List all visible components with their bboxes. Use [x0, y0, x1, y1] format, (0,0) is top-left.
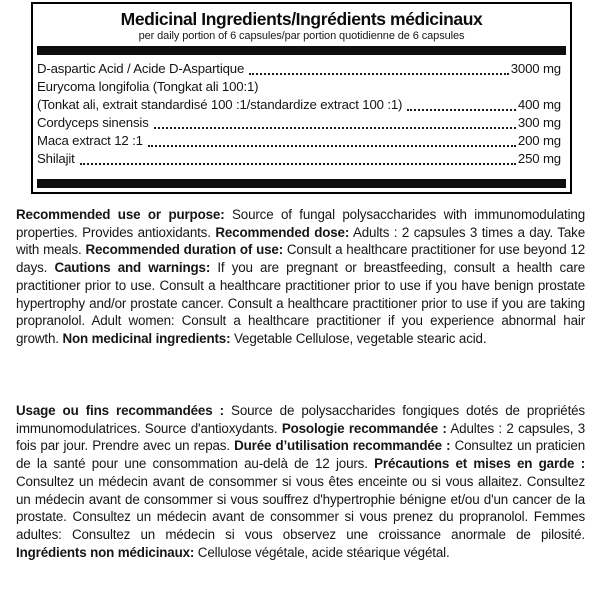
text-run: Consultez un médecin avant de consommer si vous êtes enceinte ou si vous allaitez. Consultez un médecin avant de consommer si vous souffrez d'hypertrophie bénigne et/ou d'un cancer de la prostate. Consultez un médecin avant de consommer si vous prenez du propranolol. Femmes adultes: Consultez un médecin si vous observez une croissance anormale de pilosité. — [16, 473, 585, 542]
ingredient-list — [37, 60, 561, 168]
dotted-leader — [80, 163, 516, 165]
text-run: Consult a healthcare practitioner for use beyond 12 days. — [16, 242, 585, 276]
ingredient-amount: 300 mg — [517, 115, 561, 130]
bold-heading-run: Posologie recommandée : — [281, 420, 447, 436]
bold-heading-run: Recommended dose: — [215, 224, 350, 240]
ingredient-name: D-aspartic Acid / Acide D-Aspartique — [37, 61, 245, 76]
bold-heading-run: Usage ou fins recommandées : — [16, 403, 224, 418]
ingredient-amount: 3000 mg — [510, 61, 561, 76]
ingredient-name: Eurycoma longifolia (Tongkat ali 100:1) — [37, 79, 259, 94]
panel-title: Medicinal Ingredients/Ingrédients médicinaux — [120, 9, 483, 29]
text-run: Source of fungal polysaccharides with immunomodulating properties. Provides antioxidants. — [16, 207, 585, 240]
ingredient-row — [37, 114, 561, 132]
ingredient-row — [37, 96, 561, 114]
recommendations-paragraph-english — [16, 206, 585, 348]
divider-bar-top — [37, 46, 566, 55]
text-run: Adults : 2 capsules 3 times a day. Take with meals. — [16, 224, 585, 258]
medicinal-ingredients-panel — [31, 2, 572, 194]
divider-bar-bottom — [37, 179, 566, 188]
dotted-leader — [148, 145, 516, 147]
bold-heading-run: Cautions and warnings: — [54, 260, 211, 276]
bold-heading-run: Ingrédients non médicinaux: — [16, 544, 195, 560]
ingredient-name: Cordyceps sinensis — [37, 115, 149, 130]
text-run: Vegetable Cellulose, vegetable stearic acid. — [230, 330, 487, 346]
ingredient-row — [37, 60, 561, 78]
ingredient-name: Maca extract 12 :1 — [37, 133, 143, 148]
text-run: If you are pregnant or breastfeeding, consult a health care practitioner prior to use. Consult a healthcare practitioner prior to use if you have benign prostate hypertrophy and/or prostate cancer. Consult a healthcare practitioner prior to use if you are taking propranolol. Adult women: Consult a healthcare practitioner if you experience abnormal hair growth. — [16, 260, 585, 346]
ingredient-amount: 250 mg — [517, 151, 561, 166]
recommendations-paragraph-french — [16, 402, 585, 561]
ingredient-amount: 200 mg — [517, 133, 561, 148]
ingredient-row — [37, 78, 561, 96]
text-run: Consultez un praticien de la santé pour une consommation au-delà de 12 jours. — [16, 438, 585, 472]
text-run: Adultes : 2 capsules, 3 fois par jour. Prendre avec un repas. — [16, 420, 585, 454]
ingredient-name: Shilajit — [37, 151, 75, 166]
bold-heading-run: Durée d’utilisation recommandée : — [234, 438, 451, 454]
bold-heading-run: Recommended duration of use: — [85, 242, 284, 258]
bold-heading-run: Non medicinal ingredients: — [62, 330, 231, 346]
dotted-leader — [154, 127, 516, 129]
ingredient-amount: 400 mg — [517, 97, 561, 112]
text-run: Cellulose végétale, acide stéarique végétal. — [194, 544, 450, 560]
dotted-leader — [407, 109, 516, 111]
bold-heading-run: Précautions et mises en garde : — [374, 456, 586, 472]
panel-subtitle: per daily portion of 6 capsules/par portion quotidienne de 6 capsules — [138, 30, 465, 42]
bold-heading-run: Recommended use or purpose: — [16, 207, 225, 222]
text-run: Source de polysaccharides fongiques dotés de propriétés immunomodulatrices. Source d'antioxydants. — [16, 403, 585, 436]
dotted-leader — [249, 73, 509, 75]
ingredient-name: (Tonkat ali, extrait standardisé 100 :1/standardize extract 100 :1) — [37, 97, 403, 112]
ingredient-row — [37, 132, 561, 150]
ingredient-row — [37, 150, 561, 168]
